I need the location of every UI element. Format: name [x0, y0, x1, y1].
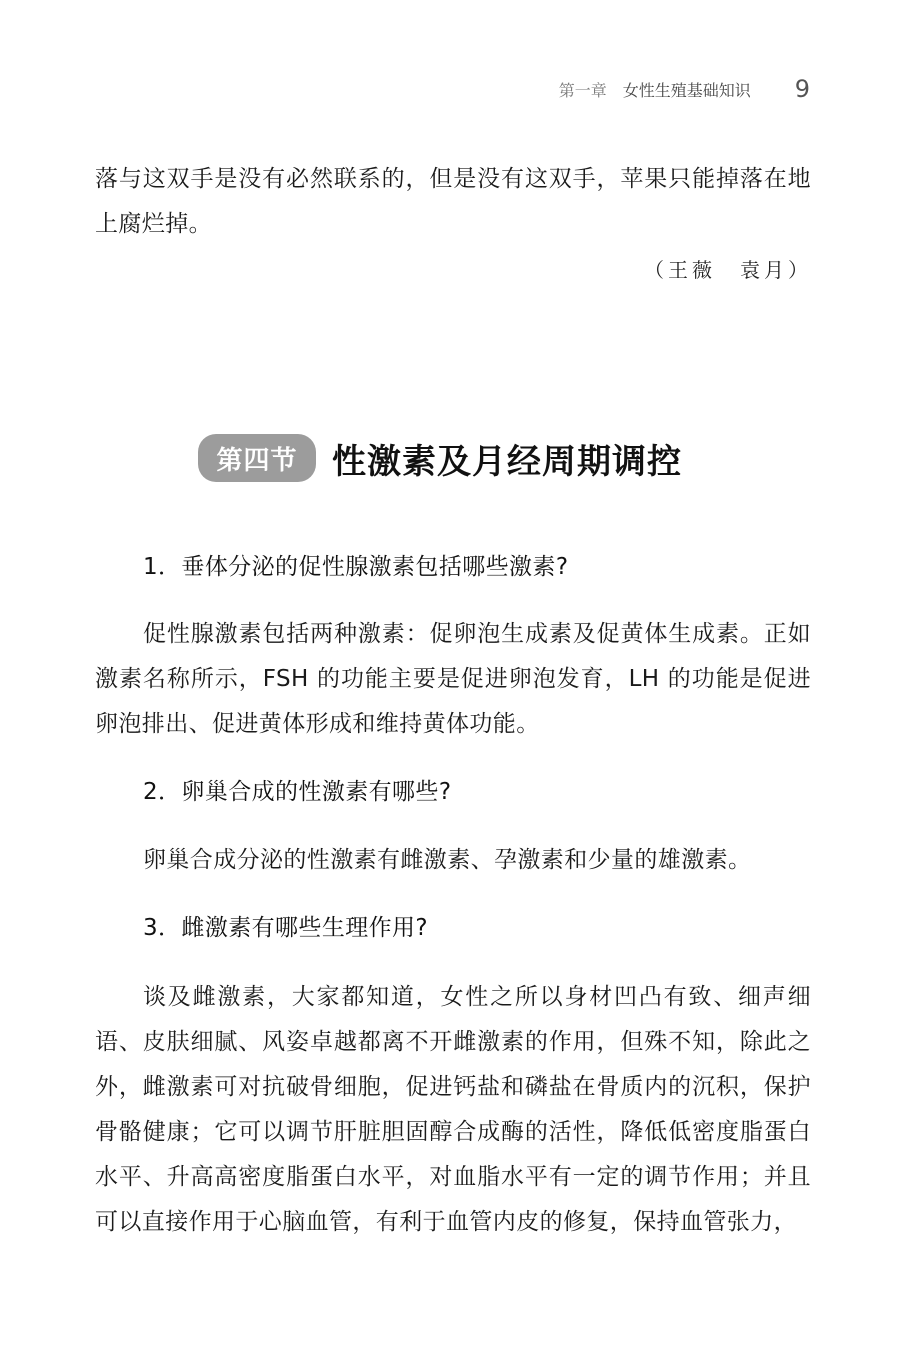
intro-paragraph: 落与这双手是没有必然联系的，但是没有这双手，苹果只能掉落在地上腐烂掉。: [95, 166, 811, 237]
question-3: 3．雌激素有哪些生理作用?: [143, 915, 429, 941]
page-number: 9: [794, 75, 810, 103]
chapter-title: 女性生殖基础知识: [622, 80, 751, 100]
answer-2: 卵巢合成分泌的性激素有雌激素、孕激素和少量的雄激素。: [143, 847, 752, 873]
answer-1: 促性腺激素包括两种激素：促卵泡生成素及促黄体生成素。正如激素名称所示，FSH 的功能主要是促进卵泡发育，LH 的功能是促进卵泡排出、促进黄体形成和维持黄体功能。: [95, 621, 811, 737]
running-header: [559, 74, 810, 104]
question-1: 1．垂体分泌的促性腺激素包括哪些激素?: [143, 554, 569, 580]
section-heading: [198, 434, 682, 482]
chapter-label: 第一章: [558, 80, 607, 100]
question-2: 2．卵巢合成的性激素有哪些?: [143, 779, 452, 805]
section-badge: 第四节: [198, 434, 316, 482]
author-signature: （王薇 袁月）: [644, 258, 812, 282]
section-title: 性激素及月经周期调控: [332, 441, 682, 482]
answer-3: 谈及雌激素，大家都知道，女性之所以身材凹凸有致、细声细语、皮肤细腻、风姿卓越都离不开雌激素的作用，但殊不知，除此之外，雌激素可对抗破骨细胞，促进钙盐和磷盐在骨质内的沉积，保护骨骼健康；它可以调节肝脏胆固醇合成酶的活性，降低低密度脂蛋白水平、升高高密度脂蛋白水平，对血脂水平有一定的调节作用；并且可以直接作用于心脑血管，有利于血管内皮的修复，保持血管张力，: [95, 984, 811, 1235]
